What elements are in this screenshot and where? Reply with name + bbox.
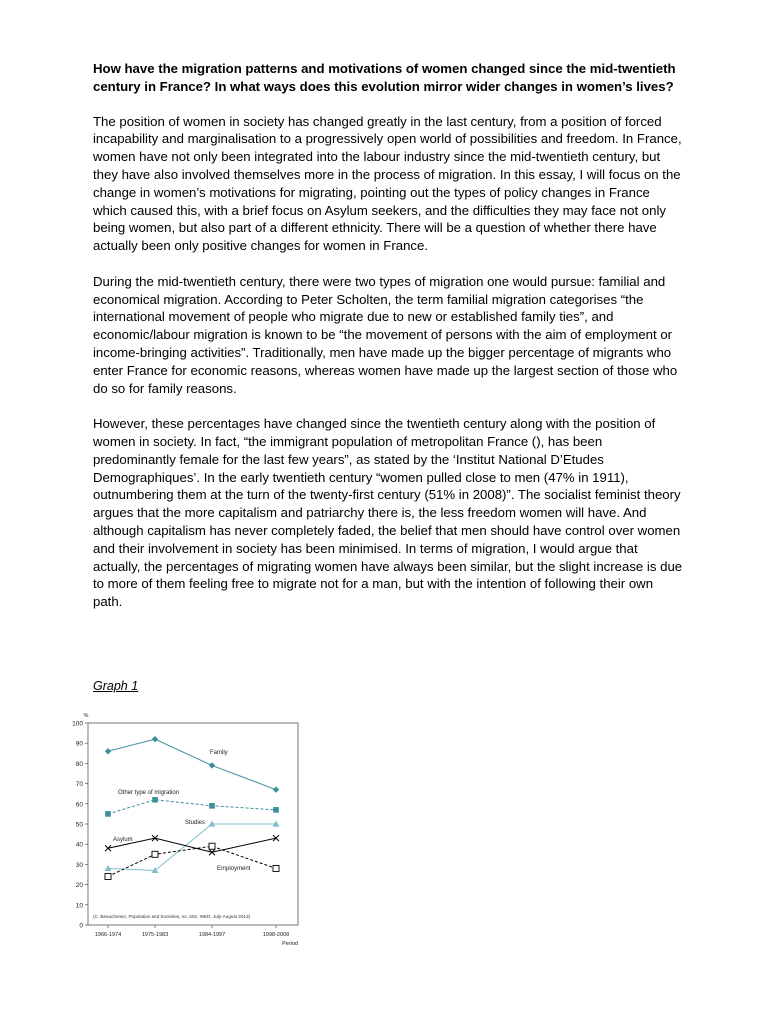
data-point [209, 762, 215, 768]
x-tick-label: 1984-1997 [198, 932, 226, 938]
y-axis-label: % [83, 713, 89, 719]
y-tick-label: 100 [72, 720, 83, 728]
graph-label: Graph 1 [93, 679, 139, 693]
series-label: Asylum [113, 837, 133, 843]
y-tick-label: 90 [75, 740, 83, 748]
series-label: Employment [217, 866, 251, 872]
series-line [108, 739, 276, 790]
y-tick-label: 30 [75, 861, 83, 869]
y-tick-label: 0 [79, 922, 83, 930]
series-label: Other type of migration [118, 790, 180, 796]
y-tick-label: 10 [75, 902, 83, 910]
data-point [105, 865, 112, 871]
series-label: Family [210, 750, 228, 756]
y-tick-label: 50 [75, 821, 83, 829]
y-tick-label: 60 [75, 801, 83, 809]
series-line [108, 800, 276, 814]
data-point [105, 811, 111, 817]
paragraph-3: However, these percentages have changed since the twentieth century along with the position of women in society. In fact, “the immigrant population of metropolitan France (), has been predominantly female for the last few years”, as stated by the ‘Institut National D’Etudes Demographiques’. In the early twentieth century “women pulled close to men (47% in 1911), outnumbering them at the turn of the twenty-first century (51% in 2008)”. The socialist feminist theory argues that the more capitalism and patriarchy there is, the less freedom women will have. And although capitalism has never completely faded, the belief that men should have control over women and their involvement in society has been minimised. In terms of migration, I would argue that actually, the percentages of migrating women have always been similar, but the slight increase is due to more of them feeling free to migrate not for a man, but with the intention of following their own path. [93, 416, 683, 610]
y-tick-label: 20 [75, 882, 83, 890]
series-line [108, 846, 276, 876]
y-tick-label: 80 [75, 760, 83, 768]
series-label: Studies [185, 820, 206, 826]
document-body [93, 60, 683, 629]
data-point [273, 807, 279, 813]
data-point [273, 786, 279, 792]
y-tick-label: 70 [75, 781, 83, 789]
data-point [209, 803, 215, 809]
paragraph-1: The position of women in society has changed greatly in the last century, from a position of forced incapability and marginalisation to a progressively open world of possibilities and freedom. In France, women have not only been integrated into the labour industry since the mid-twentieth century, but they have also involved themselves more in the process of migration. In this essay, I will focus on the change in women’s motivations for migrating, pointing out the types of policy changes in France which caused this, with a brief focus on Asylum seekers, and the difficulties they may face not only being women, but also part of a different ethnicity. There will be a question of whether there have actually been only positive changes for women in France. [93, 113, 682, 254]
essay-question: How have the migration patterns and motivations of women changed since the mid-twentieth century in France? In what ways does this evolution mirror wider changes in women’s lives? [93, 61, 676, 94]
data-point [152, 736, 158, 742]
y-tick-label: 40 [75, 841, 83, 849]
data-point [209, 843, 215, 849]
source-note: (C. Beauchemin, Population and Societies, no. 502, INED, July-August 2013) [93, 914, 251, 919]
data-point [105, 874, 111, 880]
x-tick-label: 1998-2008 [262, 932, 290, 938]
x-axis-label: Period [282, 941, 298, 947]
data-point [152, 851, 158, 857]
paragraph-2: During the mid-twentieth century, there were two types of migration one would pursue: familial and economical migration. According to Peter Scholten, the term familial migration categorises “the international movement of people who migrate due to new or established family ties”, and economic/labour migration is known to be “the movement of persons with the aim of employment or income-bringing activities”. Traditionally, men have made up the bigger percentage of migrants who enter France for economic reasons, whereas women have made up the largest section of those who do so for family reasons. [93, 273, 678, 396]
migration-chart [60, 705, 320, 955]
x-tick-label: 1966-1974 [94, 932, 122, 938]
x-tick-label: 1975-1983 [141, 932, 169, 938]
data-point [105, 748, 111, 754]
data-point [273, 865, 279, 871]
data-point [152, 797, 158, 803]
